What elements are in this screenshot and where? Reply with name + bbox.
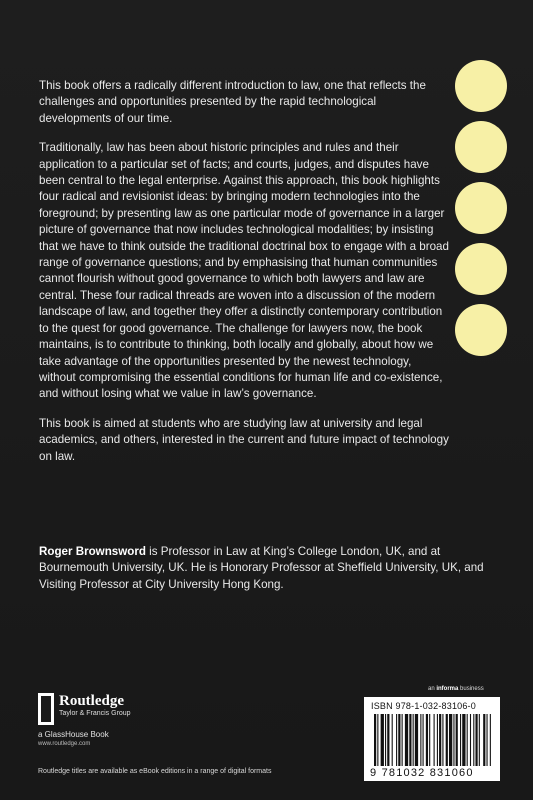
publisher-url: www.routledge.com (38, 741, 91, 747)
blurb-paragraph-2: Traditionally, law has been about historic principles and rules and their application to a particular set of facts; and courts, judges, and disputes have been central to the legal enterprise. Against this approach, this book highlights four radical and revisionist ideas: by bringing modern technologies into the foreground; by presenting law as one particular mode of governance in a larger picture of governance that now includes technological modalities; by insisting that we have to think outside the traditional doctrinal box to engage with a broad range of governance questions; and by emphasising that human communities cannot flourish without good governance to which both lawyers and law are central. These four radical threads are woven into a discussion of the modern landscape of law, and together they offer a distinctly contemporary contribution to the quest for good governance. The challenge for lawyers now, the book maintains, is to contribute to thinking, both locally and globally, about how we take advantage of the opportunities presented by the newest technology, without compromising the essential conditions for human life and co-existence, and without losing what we value in law’s governance. (39, 141, 449, 401)
decorative-circles (455, 60, 511, 365)
decorative-circle (455, 121, 507, 173)
book-blurb (39, 78, 449, 478)
isbn-label: ISBN 978-1-032-83106-0 (371, 701, 476, 711)
author-bio-text: is Professor in Law at King’s College London, UK, and at Bournemouth University, UK. He is Honorary Professor at Sheffield University, UK, and Visiting Professor at City University Hong Kong. (39, 545, 484, 591)
decorative-circle (455, 304, 507, 356)
publisher-group: Taylor & Francis Group (59, 710, 131, 717)
publisher-name: Routledge (59, 693, 124, 709)
isbn-barcode (364, 697, 500, 781)
barcode-bars (374, 714, 492, 766)
barcode-number: 9 781032 831060 (370, 767, 474, 779)
blurb-paragraph-1: This book offers a radically different introduction to law, one that reflects the challenges and opportunities presented by the rapid technological developments of our time. (39, 79, 426, 125)
blurb-paragraph-3: This book is aimed at students who are studying law at university and legal academics, and others, interested in the current and future impact of technology on law. (39, 416, 449, 463)
decorative-circle (455, 243, 507, 295)
imprint-name: a GlassHouse Book (38, 730, 109, 739)
decorative-circle (455, 182, 507, 234)
routledge-logo-icon (38, 693, 54, 725)
ebook-note: Routledge titles are available as eBook editions in a range of digital formats (38, 768, 272, 775)
author-name: Roger Brownsword (39, 545, 146, 558)
author-bio (39, 544, 509, 593)
decorative-circle (455, 60, 507, 112)
informa-business-label: an informa business (428, 686, 484, 692)
